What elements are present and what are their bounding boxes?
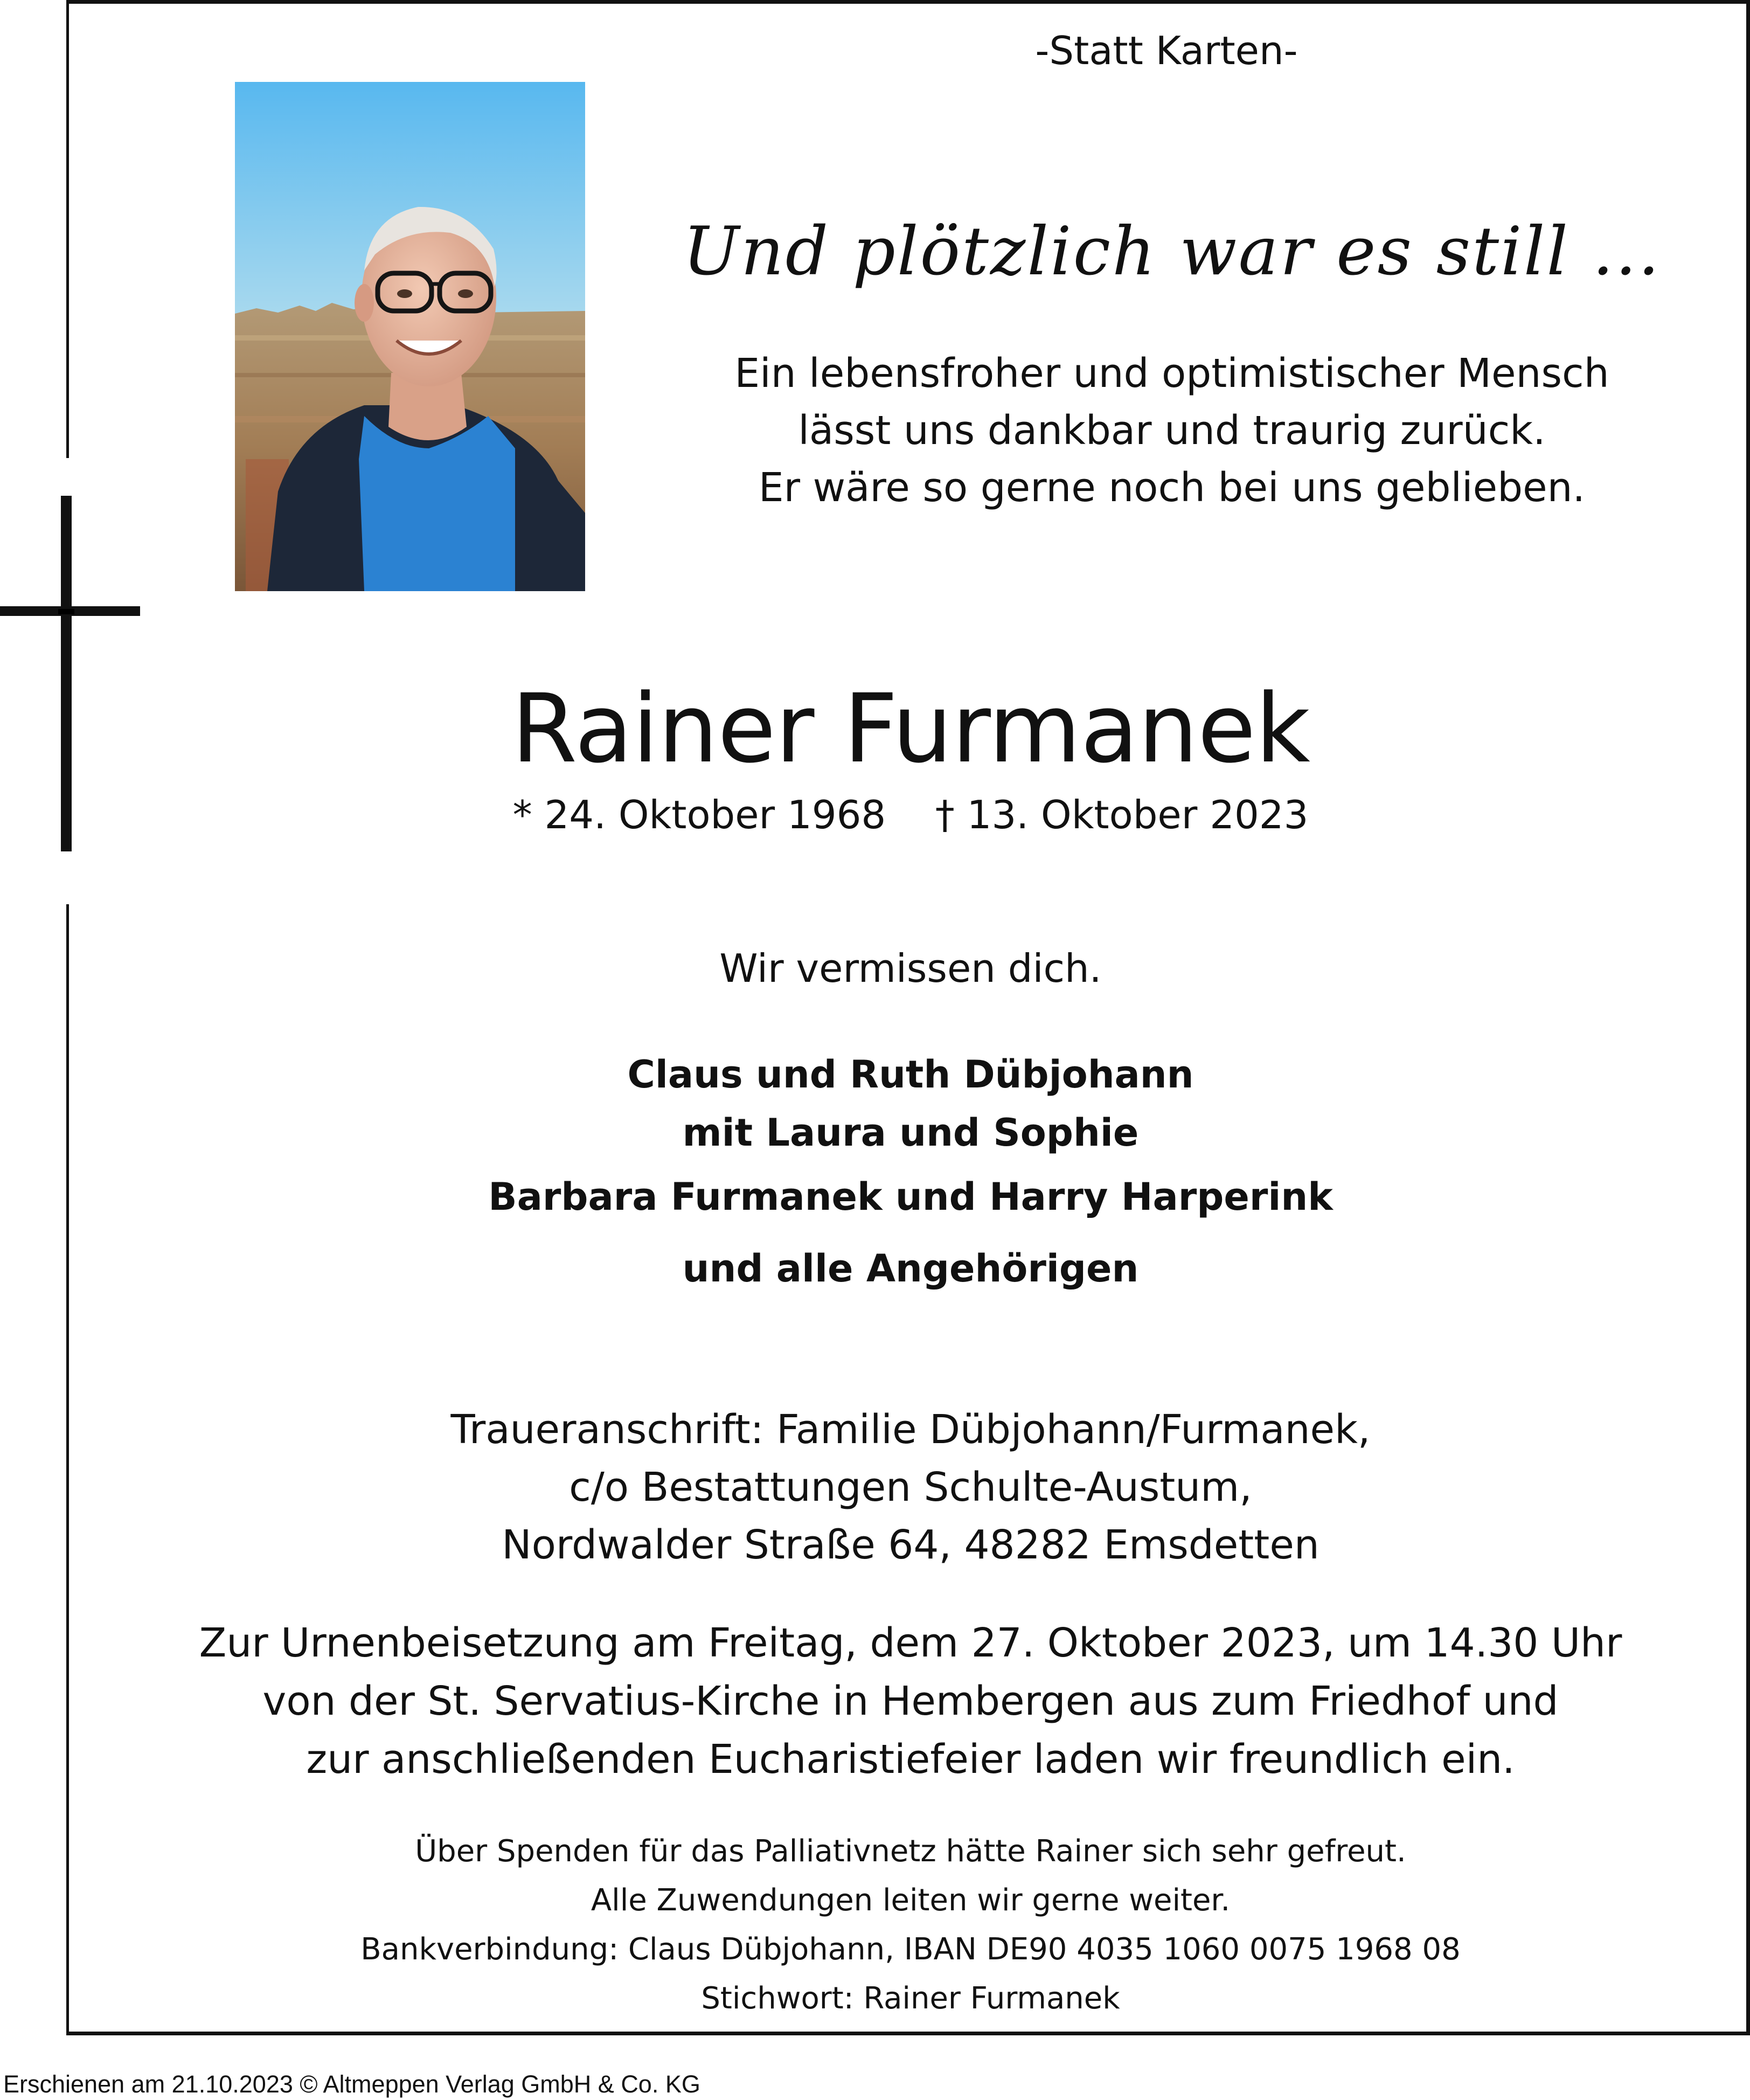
publication-footer: Erschienen am 21.10.2023 © Altmeppen Verlag GmbH & Co. KG	[3, 2070, 700, 2098]
burial-line: zur anschließenden Eucharistiefeier laden wir freundlich ein.	[306, 1736, 1515, 1783]
statt-karten-label: -Statt Karten-	[1035, 28, 1298, 73]
mourner-line: Claus und Ruth Dübjohann	[627, 1052, 1194, 1097]
address-line: Nordwalder Straße 64, 48282 Emsdetten	[502, 1522, 1320, 1568]
bank-details-line: Bankverbindung: Claus Dübjohann, IBAN DE90 4035 1060 0075 1968 08	[360, 1932, 1461, 1967]
address-line: Traueranschrift: Familie Dübjohann/Furmanek,	[450, 1406, 1371, 1453]
miss-you-line: Wir vermissen dich.	[719, 946, 1102, 991]
verse-block	[734, 345, 1609, 516]
cross-icon	[0, 496, 143, 851]
portrait-photo	[235, 82, 585, 591]
motto-heading: Und plötzlich war es still ...	[683, 213, 1661, 290]
address-line: c/o Bestattungen Schulte-Austum,	[569, 1464, 1252, 1510]
mourner-line: und alle Angehörigen	[682, 1246, 1139, 1291]
verse-line: lässt uns dankbar und traurig zurück.	[798, 407, 1546, 454]
keyword-line: Stichwort: Rainer Furmanek	[701, 1981, 1120, 2016]
donation-line: Über Spenden für das Palliativnetz hätte Rainer sich sehr gefreut.	[415, 1834, 1406, 1869]
frame-left-line-lower	[66, 904, 69, 2035]
frame-left-line-upper	[66, 0, 69, 458]
donation-note	[360, 1827, 1460, 2023]
donation-line: Alle Zuwendungen leiten wir gerne weiter.	[591, 1883, 1231, 1918]
burial-line: von der St. Servatius-Kirche in Hembergen aus zum Friedhof und	[262, 1678, 1559, 1724]
deceased-name: Rainer Furmanek	[511, 674, 1310, 784]
mourning-address	[451, 1401, 1371, 1574]
mourner-line: mit Laura und Sophie	[682, 1111, 1139, 1155]
mourners-family-1	[628, 1045, 1194, 1162]
burial-line: Zur Urnenbeisetzung am Freitag, dem 27. Oktober 2023, um 14.30 Uhr	[199, 1620, 1622, 1666]
life-dates: * 24. Oktober 1968 † 13. Oktober 2023	[512, 792, 1309, 837]
verse-line: Er wäre so gerne noch bei uns geblieben.	[758, 465, 1586, 511]
verse-line: Ein lebensfroher und optimistischer Mensch	[734, 350, 1609, 397]
frame-top-line	[67, 0, 1750, 4]
frame-bottom-line	[67, 2032, 1750, 2035]
mourner-line: Barbara Furmanek und Harry Harperink	[488, 1175, 1333, 1219]
burial-invitation	[199, 1614, 1622, 1789]
frame-right-line	[1746, 0, 1750, 2035]
